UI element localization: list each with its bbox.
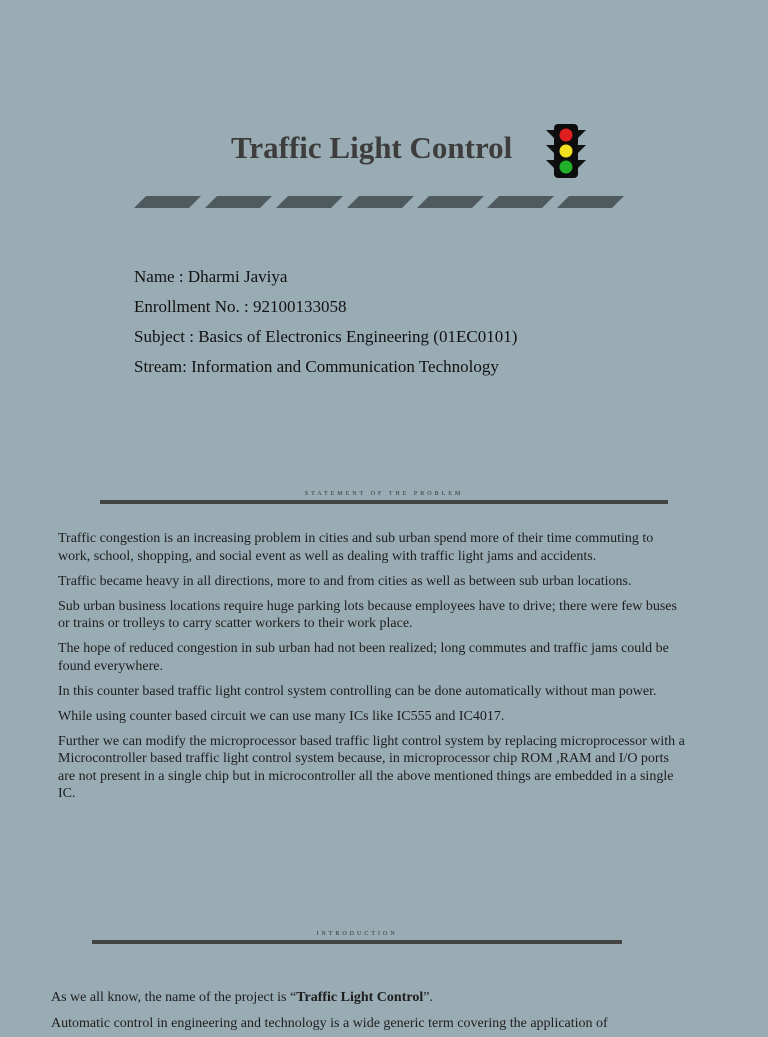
intro-prefix: As we all know, the name of the project is “ [51,990,297,1005]
enrollment-number: Enrollment No. : 92100133058 [134,297,347,316]
introduction-text [51,985,731,1037]
page-title: Traffic Light Control [231,130,513,165]
intro-suffix: ”. [423,990,433,1005]
problem-paragraph: In this counter based traffic light control system controlling can be done automatically without man power. [58,683,657,699]
problem-paragraph: Traffic became heavy in all directions, more to and from cities as well as between sub urban locations. [58,573,632,589]
problem-paragraph: Sub urban business locations require huge parking lots because employees have to drive; there were few buses or trains or trolleys to carry scatter workers to their work place. [58,598,677,631]
stream: Stream: Information and Communication Technology [134,357,499,376]
problem-paragraph: The hope of reduced congestion in sub urban had not been realized; long commutes and traffic jams could be found everywhere. [58,641,669,674]
introduction-rule [92,940,622,944]
decorative-stripes [134,196,626,208]
problem-paragraph: While using counter based circuit we can use many ICs like IC555 and IC4017. [58,708,505,724]
problem-heading: STATEMENT OF THE PROBLEM [304,491,464,497]
student-info [134,262,517,382]
traffic-light-icon [545,124,587,180]
introduction-line-1 [51,985,731,1011]
student-name: Name : Dharmi Javiya [134,267,288,286]
subject: Subject : Basics of Electronics Engineering (01EC0101) [134,327,518,346]
introduction-heading: INTRODUCTION [316,931,398,937]
problem-rule [100,500,668,504]
problem-text [58,530,688,810]
project-name: Traffic Light Control [296,990,424,1005]
problem-paragraph: Further we can modify the microprocessor based traffic light control system by replacing microprocessor with a Microcontroller based traffic light control system because, in microprocessor chip ROM ,RAM and I/O ports are not present in a single chip but in microcontroller all the above mentioned things are embedded in a single IC. [58,733,685,801]
problem-paragraph: Traffic congestion is an increasing problem in cities and sub urban spend more of their time commuting to work, school, shopping, and social event as well as dealing with traffic light jams and accidents. [58,531,654,564]
introduction-line-2: Automatic control in engineering and technology is a wide generic term covering the application of [51,1016,608,1031]
